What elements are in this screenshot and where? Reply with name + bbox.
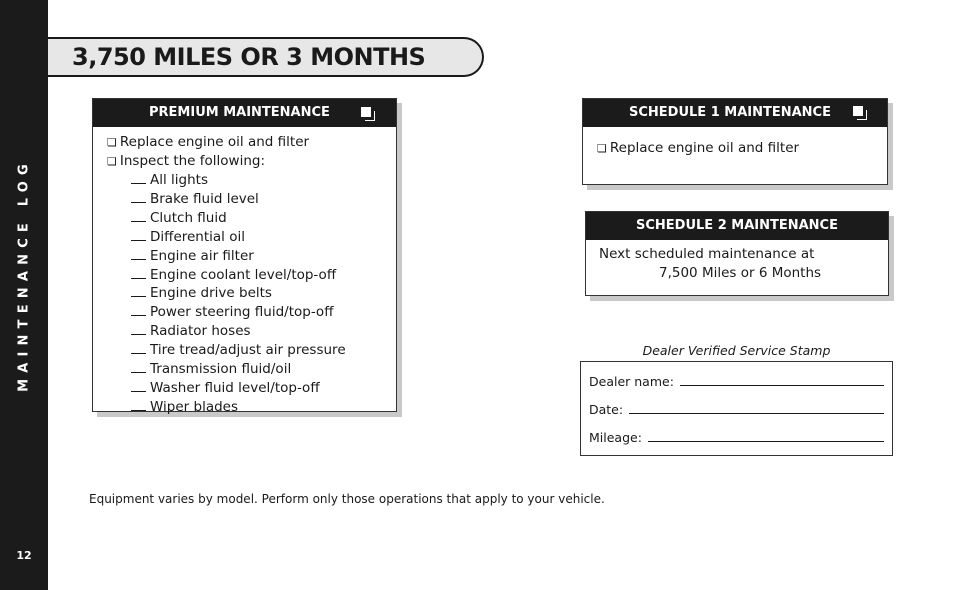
inspection-item-label: Wiper blades xyxy=(150,398,239,415)
page-title: 3,750 MILES OR 3 MONTHS xyxy=(72,43,426,71)
page-number: 12 xyxy=(16,549,32,562)
inspection-item xyxy=(107,360,396,379)
check-blank[interactable] xyxy=(131,228,146,241)
dealer-name-field[interactable] xyxy=(680,373,884,386)
schedule-1-box xyxy=(582,98,888,185)
check-blank[interactable] xyxy=(131,341,146,354)
checkbox-icon: ❏ xyxy=(107,136,117,149)
footnote: Equipment varies by model. Perform only those operations that apply to your vehicle. xyxy=(89,492,605,506)
check-blank[interactable] xyxy=(131,303,146,316)
check-blank[interactable] xyxy=(131,398,146,411)
document-icon xyxy=(361,107,371,117)
sidebar-label: MAINTENANCE LOG xyxy=(16,158,32,392)
inspection-item xyxy=(107,247,396,266)
premium-maintenance-box xyxy=(92,98,397,415)
inspection-item xyxy=(107,228,396,247)
inspection-item-label: Radiator hoses xyxy=(150,323,251,340)
check-blank[interactable] xyxy=(131,190,146,203)
document-icon xyxy=(853,106,863,116)
inspection-item-label: Transmission fluid/oil xyxy=(150,361,292,378)
date-field[interactable] xyxy=(629,401,884,414)
inspection-item-label: All lights xyxy=(150,172,208,188)
inspection-item xyxy=(107,398,396,417)
check-blank[interactable] xyxy=(131,209,146,222)
stamp-caption: Dealer Verified Service Stamp xyxy=(642,343,831,358)
checkbox-icon: ❏ xyxy=(597,142,607,155)
inspection-item-label: Engine air filter xyxy=(150,247,254,264)
date-label: Date: xyxy=(589,402,624,417)
check-blank[interactable] xyxy=(131,379,146,392)
inspection-item-label: Power steering fluid/top-off xyxy=(150,304,334,321)
check-blank[interactable] xyxy=(131,171,146,184)
inspection-item-label: Engine coolant level/top-off xyxy=(150,266,337,283)
check-blank[interactable] xyxy=(131,284,146,297)
check-blank[interactable] xyxy=(131,322,146,335)
premium-checklist xyxy=(93,127,396,417)
dealer-stamp-box xyxy=(580,361,893,456)
schedule-2-line-1: Next scheduled maintenance at xyxy=(599,246,815,262)
inspection-item xyxy=(107,266,396,285)
inspection-item-label: Clutch fluid xyxy=(150,209,227,226)
title-bar xyxy=(48,37,484,77)
check-item: ❏ Replace engine oil and filter xyxy=(597,140,800,156)
checkbox-icon: ❏ xyxy=(107,155,117,168)
inspection-item-label: Washer fluid level/top-off xyxy=(150,379,320,396)
check-blank[interactable] xyxy=(131,247,146,260)
dealer-name-row xyxy=(589,373,884,389)
mileage-label: Mileage: xyxy=(589,430,642,445)
inspection-item xyxy=(107,303,396,322)
schedule-2-line-2: 7,500 Miles or 6 Months xyxy=(659,265,822,281)
check-item: ❏ Replace engine oil and filter xyxy=(107,134,310,150)
sidebar xyxy=(0,0,48,590)
inspection-item-label: Brake fluid level xyxy=(150,190,259,207)
date-row xyxy=(589,401,884,417)
schedule-1-title: SCHEDULE 1 MAINTENANCE xyxy=(629,105,831,120)
check-blank[interactable] xyxy=(131,360,146,373)
inspection-item xyxy=(107,190,396,209)
inspection-item xyxy=(107,341,396,360)
inspection-item xyxy=(107,171,396,190)
inspection-item-label: Tire tread/adjust air pressure xyxy=(150,342,346,359)
premium-maintenance-title: PREMIUM MAINTENANCE xyxy=(149,105,330,120)
inspection-item xyxy=(107,322,396,341)
inspection-list xyxy=(107,171,396,417)
mileage-row xyxy=(589,429,884,445)
schedule-2-header xyxy=(586,212,888,240)
schedule-2-box xyxy=(585,211,889,296)
dealer-name-label: Dealer name: xyxy=(589,374,674,389)
inspection-item-label: Engine drive belts xyxy=(150,285,272,302)
inspection-item xyxy=(107,379,396,398)
schedule-2-title: SCHEDULE 2 MAINTENANCE xyxy=(636,218,838,233)
premium-maintenance-header xyxy=(93,99,396,127)
check-blank[interactable] xyxy=(131,266,146,279)
mileage-field[interactable] xyxy=(648,429,884,442)
inspection-item-label: Differential oil xyxy=(150,228,245,245)
schedule-1-header xyxy=(583,99,887,127)
check-item: ❏ Inspect the following: xyxy=(107,153,266,169)
inspection-item xyxy=(107,284,396,303)
inspection-item xyxy=(107,209,396,228)
